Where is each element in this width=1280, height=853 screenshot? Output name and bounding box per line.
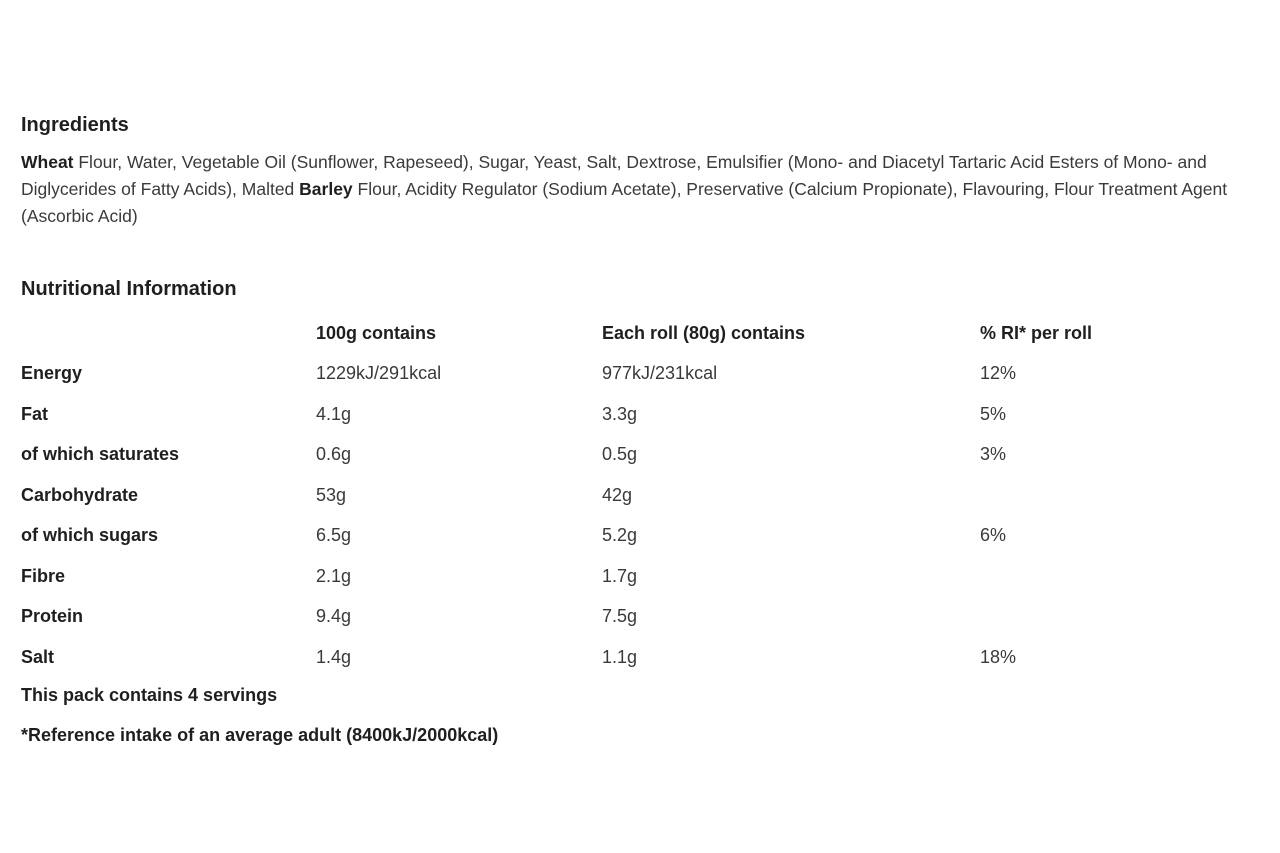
allergen-highlight: Barley — [299, 179, 353, 199]
header-per-100g: 100g contains — [316, 322, 437, 343]
reference-intake-note: *Reference intake of an average adult (8400kJ/2000kcal) — [21, 725, 499, 745]
nutrient-label: Protein — [21, 606, 84, 627]
value-per-roll: 3.3g — [602, 403, 638, 424]
header-per-roll: Each roll (80g) contains — [602, 322, 806, 343]
value-per-roll: 5.2g — [602, 525, 638, 546]
ingredients-segment: Flour, Water, Vegetable Oil (Sunflower, Rapeseed), Sugar, Yeast, Salt, Dextrose, Emulsifier (Mono- and Diacetyl Tartaric Acid Esters of Mono- and Diglycerides of Fatty Acids), Malted — [21, 152, 1207, 199]
value-ri: 5% — [980, 403, 1007, 424]
header-nutrient — [21, 313, 316, 354]
value-per-roll: 42g — [602, 484, 633, 505]
nutrition-row — [21, 394, 1266, 435]
nutrient-label: of which saturates — [21, 444, 180, 465]
header-ri: % RI* per roll — [980, 322, 1093, 343]
nutrition-title: Nutritional Information — [21, 278, 237, 300]
nutrient-label: Energy — [21, 363, 83, 384]
value-ri — [980, 475, 1266, 516]
value-per-roll: 0.5g — [602, 444, 638, 465]
value-ri: 12% — [980, 363, 1017, 384]
nutrient-label: Carbohydrate — [21, 484, 139, 505]
value-per-roll: 1.7g — [602, 565, 638, 586]
value-ri: 6% — [980, 525, 1007, 546]
value-per-100g: 4.1g — [316, 403, 352, 424]
value-ri — [980, 597, 1266, 638]
nutrition-row — [21, 556, 1266, 597]
value-per-roll: 1.1g — [602, 646, 638, 667]
value-per-100g: 1.4g — [316, 646, 352, 667]
value-per-100g: 1229kJ/291kcal — [316, 363, 442, 384]
nutrition-header-row — [21, 313, 1266, 354]
nutrition-row — [21, 435, 1266, 476]
ingredients-segment: Flour, Acidity Regulator (Sodium Acetate), Preservative (Calcium Propionate), Flavouring, Flour Treatment Agent (Ascorbic Acid) — [21, 179, 1228, 226]
nutrition-table — [21, 313, 1266, 678]
ingredients-title: Ingredients — [21, 114, 129, 136]
value-ri: 18% — [980, 646, 1017, 667]
nutrition-row — [21, 597, 1266, 638]
allergen-highlight: Wheat — [21, 152, 74, 172]
value-per-100g: 0.6g — [316, 444, 352, 465]
value-per-100g: 2.1g — [316, 565, 352, 586]
value-ri — [980, 556, 1266, 597]
value-ri: 3% — [980, 444, 1007, 465]
value-per-roll: 977kJ/231kcal — [602, 363, 718, 384]
nutrient-label: Salt — [21, 646, 55, 667]
nutrient-label: of which sugars — [21, 525, 159, 546]
servings-note: This pack contains 4 servings — [21, 685, 278, 705]
value-per-100g: 53g — [316, 484, 347, 505]
nutrition-row — [21, 475, 1266, 516]
nutrient-label: Fibre — [21, 565, 66, 586]
nutrition-row — [21, 516, 1266, 557]
value-per-roll: 7.5g — [602, 606, 638, 627]
value-per-100g: 6.5g — [316, 525, 352, 546]
nutrition-row — [21, 354, 1266, 395]
nutrient-label: Fat — [21, 403, 48, 424]
nutrition-row — [21, 637, 1266, 678]
nutrition-rows — [21, 354, 1266, 678]
ingredients-text — [21, 149, 1266, 230]
value-per-100g: 9.4g — [316, 606, 352, 627]
